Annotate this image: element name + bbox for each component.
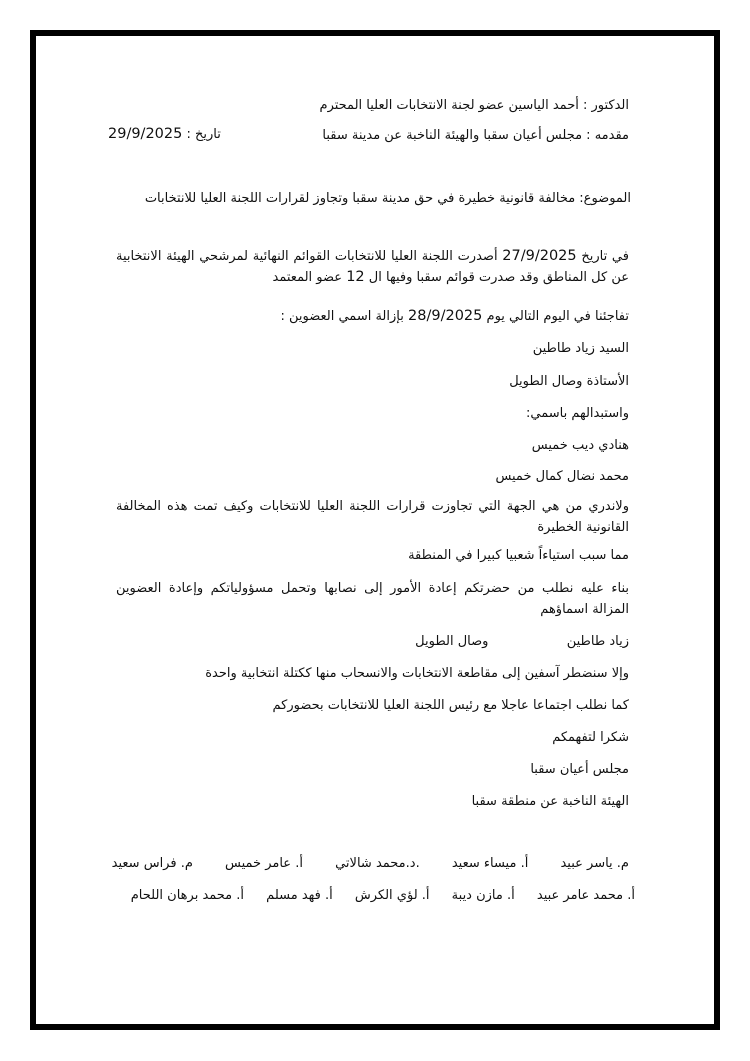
- signatory: أ. ميساء سعيد: [451, 856, 529, 871]
- p2-prefix: تفاجئنا في اليوم التالي يوم: [486, 309, 629, 324]
- p1-date: 27/9/2025: [502, 248, 577, 264]
- subject-line: الموضوع: مخالفة قانونية خطيرة في حق مدينة سقبا وتجاوز لقرارات اللجنة العليا للانتخابات: [144, 191, 631, 206]
- removed-member-1: السيد زياد طاطين: [532, 341, 629, 356]
- signatory: أ. عامر خميس: [225, 856, 303, 871]
- recipient-line: الدكتور : أحمد الياسين عضو لجنة الانتخابات العليا المحترم: [319, 98, 629, 113]
- letter-body: [108, 36, 635, 1024]
- signatory: م. ياسر عبيد: [560, 856, 629, 871]
- signatory: أ. مازن ديبة: [451, 888, 515, 903]
- signatory: أ. لؤي الكرش: [354, 888, 430, 903]
- p1-count: 12: [346, 269, 365, 285]
- paragraph-4: مما سبب استياءاً شعبيا كبيرا في المنطقة: [408, 548, 629, 563]
- paragraph-7: كما نطلب اجتماعا عاجلا مع رئيس اللجنة العليا للانتخابات بحضوركم: [272, 698, 629, 713]
- paragraph-3: ولاندري من هي الجهة التي تجاوزت قرارات اللجنة العليا للانتخابات وكيف تمت هذه المخالفة القانونية الخطيرة: [116, 499, 629, 535]
- signatory: أ. محمد عامر عبيد: [536, 888, 635, 903]
- paragraph-6: وإلا سنضطر آسفين إلى مقاطعة الانتخابات والانسحاب منها ككتلة انتخابية واحدة: [205, 666, 629, 681]
- letter-date: [108, 126, 221, 142]
- signatories-row-1: [111, 856, 629, 871]
- removed-member-2: الأستاذة وصال الطويل: [509, 374, 629, 389]
- restore-name-2: وصال الطويل: [415, 634, 489, 649]
- document-frame: [30, 30, 720, 1030]
- presenter-line: مقدمه : مجلس أعيان سقبا والهيئة الناخبة عن مدينة سقبا: [322, 128, 629, 143]
- replaced-intro: واستبدالهم باسمي:: [525, 406, 629, 421]
- restore-name-1: زياد طاطين: [566, 634, 629, 649]
- date-value: 29/9/2025: [108, 126, 183, 142]
- replacement-member-1: هنادي ديب خميس: [531, 438, 629, 453]
- signature-electoral-body: الهيئة الناخبة عن منطقة سقبا: [471, 794, 629, 809]
- signatory: أ. محمد برهان اللحام: [130, 888, 245, 903]
- paragraph-1: [116, 246, 629, 288]
- replacement-member-2: محمد نضال كمال خميس: [495, 469, 629, 484]
- p1-prefix: في تاريخ: [581, 249, 629, 264]
- p1-suffix: عضو المعتمد: [272, 270, 343, 285]
- p2-suffix: بإزالة اسمي العضوين :: [280, 309, 404, 324]
- paragraph-5: بناء عليه نطلب من حضرتكم إعادة الأمور إلى نصابها وتحمل مسؤولياتكم وإعادة العضوين المزالة اسماؤهم: [116, 581, 629, 617]
- thanks-line: شكرا لتفهمكم: [552, 730, 629, 745]
- p2-date: 28/9/2025: [408, 308, 483, 324]
- names-to-restore: [415, 634, 629, 649]
- signatory: .د.محمد شالاتي: [335, 856, 420, 871]
- paragraph-2: [280, 308, 629, 324]
- date-label: تاريخ :: [186, 127, 221, 142]
- p1-text: أصدرت اللجنة العليا للانتخابات القوائم النهائية لمرشحي الهيئة الانتخابية عن كل المناطق وقد صدرت قوائم سقبا وفيها ال: [116, 249, 629, 285]
- signatories-row-2: [90, 888, 635, 903]
- signature-council: مجلس أعيان سقبا: [530, 762, 629, 777]
- signatory: م. فراس سعيد: [111, 856, 193, 871]
- signatory: أ. فهد مسلم: [266, 888, 333, 903]
